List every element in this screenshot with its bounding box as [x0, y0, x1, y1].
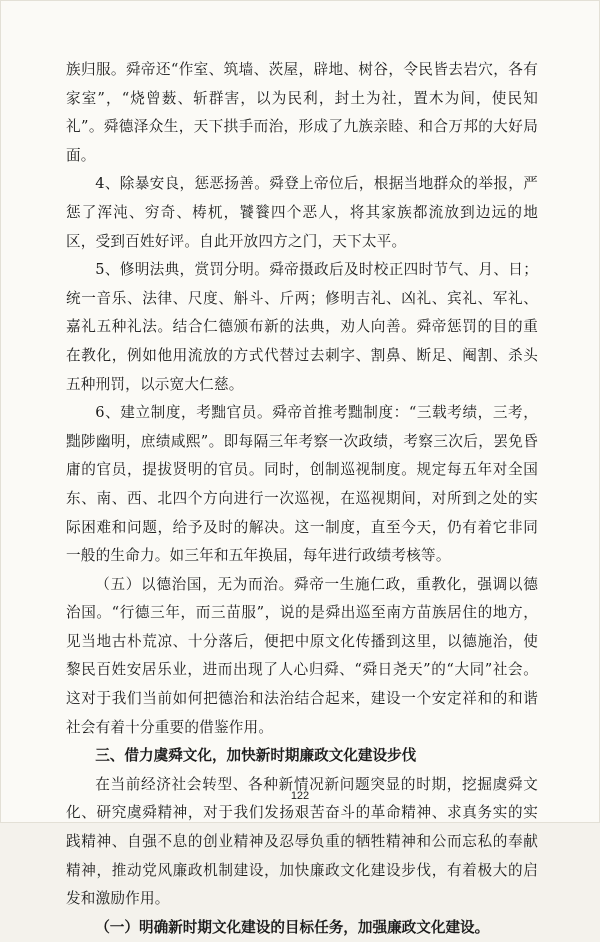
paragraph-continuation: 族归服。舜帝还“作室、筑墙、茨屋，辟地、树谷，令民皆去岩穴，各有家室”，“烧曾薮、斩群害，以为民利，封土为社，置木为间，使民知礼”。舜德泽众生，天下拱手而治，形成了九族亲睦、和合万邦的大好局面。: [66, 61, 538, 164]
paragraph-item-4: 4、除暴安良，惩恶扬善。舜登上帝位后，根据当地群众的举报，严惩了浑沌、穷奇、梼杌，饕餮四个恶人，将其家族都流放到边远的地区，受到百姓好评。自此开放四方之门，天下太平。: [66, 175, 538, 250]
paragraph-item-6: 6、建立制度，考黜官员。舜帝首推考黜制度：“三载考绩，三考，黜陟幽明，庶绩咸熙”。即每隔三年考察一次政绩，考察三次后，罢免昏庸的官员，提拔贤明的官员。同时，创制巡视制度。规定每五年对全国东、南、西、北四个方向进行一次巡视，在巡视期间，对所到之处的实际困难和问题，给予及时的解决。这一制度，直至今天，仍有着它非同一般的生命力。如三年和五年换届，每年进行政绩考核等。: [66, 404, 538, 565]
page-number: 122: [290, 790, 310, 802]
section-paragraph: 在当前经济社会转型、各种新情况新问题突显的时期，挖掘虞舜文化、研究虞舜精神，对于我们发扬艰苦奋斗的革命精神、求真务实的实践精神、自强不息的创业精神及忍辱负重的牺牲精神和公而忘私的奉献精神，推动党风廉政机制建设，加快廉政文化建设步伐，有着极大的启发和激励作用。: [66, 775, 538, 908]
paragraph-item-five: （五）以德治国，无为而治。舜帝一生施仁政，重教化，强调以德治国。“行德三年，而三苗服”，说的是舜出巡至南方苗族居住的地方，见当地古朴荒凉、十分落后，便把中原文化传播到这里，以德施治，使黎民百姓安居乐业，进而出现了人心归舜、“舜日尧天”的“大同”社会。这对于我们当前如何把德治和法治结合起来，建设一个安定祥和的和谐社会有着十分重要的借鉴作用。: [66, 575, 538, 736]
paragraph-item-5: 5、修明法典，赏罚分明。舜帝摄政后及时校正四时节气、月、日；统一音乐、法律、尺度、斛斗、斤两；修明吉礼、凶礼、宾礼、军礼、嘉礼五种礼法。结合仁德颁布新的法典，劝人向善。舜帝惩罚的目的重在教化，例如他用流放的方式代替过去刺字、割鼻、断足、阉割、杀头五种刑罚，以示宽大仁慈。: [66, 261, 538, 393]
subsection-heading: （一）明确新时期文化建设的目标任务，加强廉政文化建设。: [95, 918, 490, 936]
section-heading: 三、借力虞舜文化，加快新时期廉政文化建设步伐: [95, 747, 417, 765]
